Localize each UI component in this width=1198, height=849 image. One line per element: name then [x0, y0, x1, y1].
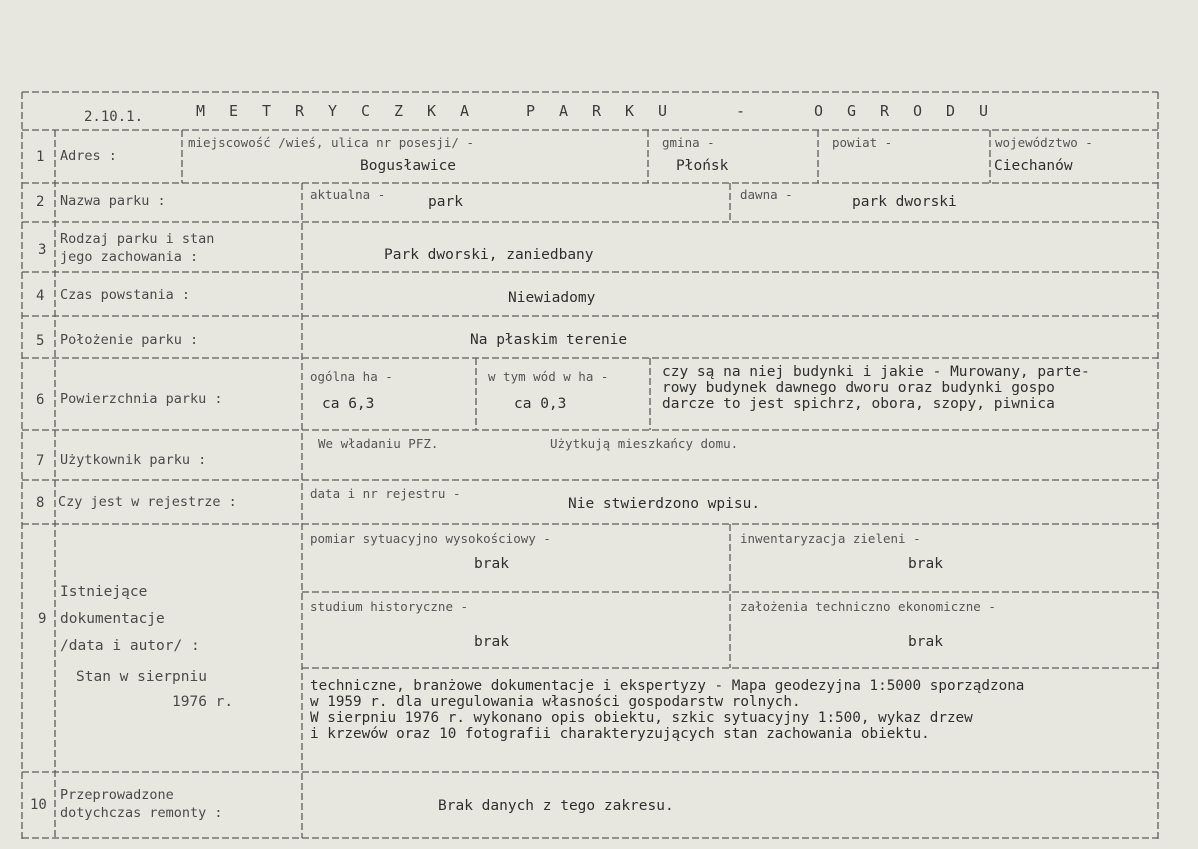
history-study-caption: studium historyczne -	[310, 599, 469, 614]
form-code: 2.10.1.	[84, 109, 144, 125]
register-value: Nie stwierdzono wpisu.	[568, 496, 761, 512]
area-label: Powierzchnia parku :	[60, 391, 223, 407]
row-number-5: 5	[36, 333, 45, 349]
row-number-8: 8	[36, 495, 45, 511]
gmina-value: Płońsk	[676, 158, 729, 174]
former-name-caption: dawna -	[740, 187, 793, 202]
user-label: Użytkownik parku :	[60, 452, 207, 468]
register-label: Czy jest w rejestrze :	[58, 494, 237, 510]
documentation-label-line2: dokumentacje	[60, 611, 165, 627]
creation-time-value: Niewiadomy	[508, 290, 596, 306]
place-caption: miejscowość /wieś, ulica nr posesji/ -	[188, 135, 474, 150]
row-number-10: 10	[30, 797, 47, 813]
register-caption: data i nr rejestru -	[310, 486, 461, 501]
location-value: Na płaskim terenie	[470, 332, 628, 348]
place-value: Bogusławice	[360, 158, 457, 174]
documentation-label-line3: /data i autor/ :	[60, 638, 200, 654]
record-card: 2.10.1. M E T R Y C Z K A P A R K U - O G R O D U 1 Adres : miejscowość /wieś, ulica nr posesji/ - Bogusławice gmina - Płońsk powiat - województwo - Ciechanów 2 Nazwa parku : aktualna - park dawna - park dworski 3 Rodzaj parku i stan jego zachowania : Park dworski, zaniedbany 4 Czas powstania : Niewiadomy 5 Położenie parku : Na płaskim terenie 6 Powierzchnia parku : ogólna ha - ca 6,3 w tym wód w ha - ca 0,3 czy są na niej budynki i jakie - Murowany, parte- rowy budynek dawnego dworu oraz budynki gospo darcze to jest spichrz, obora, szopy, piwnica 7 Użytkownik parku : We władaniu PFZ. Użytkują mieszkańcy domu. 8 Czy jest w rejestrze : data i nr rejestru - Nie stwierdzono wpisu. 9 Istniejące dokumentacje /data i autor/ : Stan w sierpniu 1976 r. pomiar sytuacyjno wysokościowy - brak inwentaryzacja zieleni - brak studium historyczne - brak założenia techniczno ekonomiczne - brak techniczne, branżowe dokumentacje i ekspertyzy - Mapa geodezyjna 1:5000 sporządzona w 1959 r. dla uregulowania własności gospodarstw rolnych. W sierpniu 1976 r. wykonano opis obiektu, szkic sytuacyjny 1:500, wykaz drzew i krzewów oraz 10 fotografii charakteryzujących stan zachowania obiektu. 10 Przeprowadzone dotychczas remonty : Brak danych z tego zakresu.	[0, 0, 1198, 849]
repairs-label-line2: dotychczas remonty :	[60, 805, 223, 821]
creation-time-label: Czas powstania :	[60, 287, 191, 303]
address-label: Adres :	[60, 148, 117, 164]
user-value-owner: We władaniu PFZ.	[318, 436, 439, 451]
current-name-caption: aktualna -	[310, 187, 386, 202]
current-name-value: park	[428, 194, 463, 210]
gmina-caption: gmina -	[662, 135, 715, 150]
park-type-value: Park dworski, zaniedbany	[384, 247, 594, 263]
park-type-label-line2: jego zachowania :	[60, 249, 199, 265]
technical-assumptions-caption: założenia techniczno ekonomiczne -	[740, 599, 996, 614]
total-area-value: ca 6,3	[322, 396, 375, 412]
water-area-caption: w tym wód w ha -	[488, 369, 609, 384]
survey-value: brak	[474, 556, 509, 572]
powiat-caption: powiat -	[832, 135, 893, 150]
row-number-9: 9	[38, 611, 47, 627]
technical-assumptions-value: brak	[908, 634, 943, 650]
greenery-caption: inwentaryzacja zieleni -	[740, 531, 921, 546]
row-number-3: 3	[38, 242, 47, 258]
water-area-value: ca 0,3	[514, 396, 567, 412]
history-study-value: brak	[474, 634, 509, 650]
former-name-value: park dworski	[852, 194, 957, 210]
row-number-1: 1	[36, 149, 45, 165]
survey-caption: pomiar sytuacyjno wysokościowy -	[310, 531, 551, 546]
park-type-label-line1: Rodzaj parku i stan	[60, 231, 215, 247]
wojewodztwo-value: Ciechanów	[994, 158, 1073, 174]
total-area-caption: ogólna ha -	[310, 369, 393, 384]
row-number-4: 4	[36, 288, 45, 304]
row-number-7: 7	[36, 453, 45, 469]
state-date-line1: Stan w sierpniu	[76, 669, 207, 685]
repairs-label-line1: Przeprowadzone	[60, 787, 174, 803]
wojewodztwo-caption: województwo -	[995, 135, 1093, 150]
user-value-users: Użytkują mieszkańcy domu.	[550, 436, 739, 451]
row-number-2: 2	[36, 194, 45, 210]
repairs-value: Brak danych z tego zakresu.	[438, 798, 674, 814]
row-number-6: 6	[36, 392, 45, 408]
buildings-description: czy są na niej budynki i jakie - Murowany, parte- rowy budynek dawnego dworu oraz budynki gospo darcze to jest spichrz, obora, szopy, piwnica	[662, 364, 1090, 412]
greenery-value: brak	[908, 556, 943, 572]
documentation-label-line1: Istniejące	[60, 584, 148, 600]
park-name-label: Nazwa parku :	[60, 193, 166, 209]
location-label: Położenie parku :	[60, 332, 199, 348]
technical-documentation-text: techniczne, branżowe dokumentacje i ekspertyzy - Mapa geodezyjna 1:5000 sporządzona w 1959 r. dla uregulowania własności gospodarstw rolnych. W sierpniu 1976 r. wykonano opis obiektu, szkic sytuacyjny 1:500, wykaz drzew i krzewów oraz 10 fotografii charakteryzujących stan zachowania obiektu.	[310, 678, 1025, 742]
state-date-line2: 1976 r.	[172, 694, 234, 710]
